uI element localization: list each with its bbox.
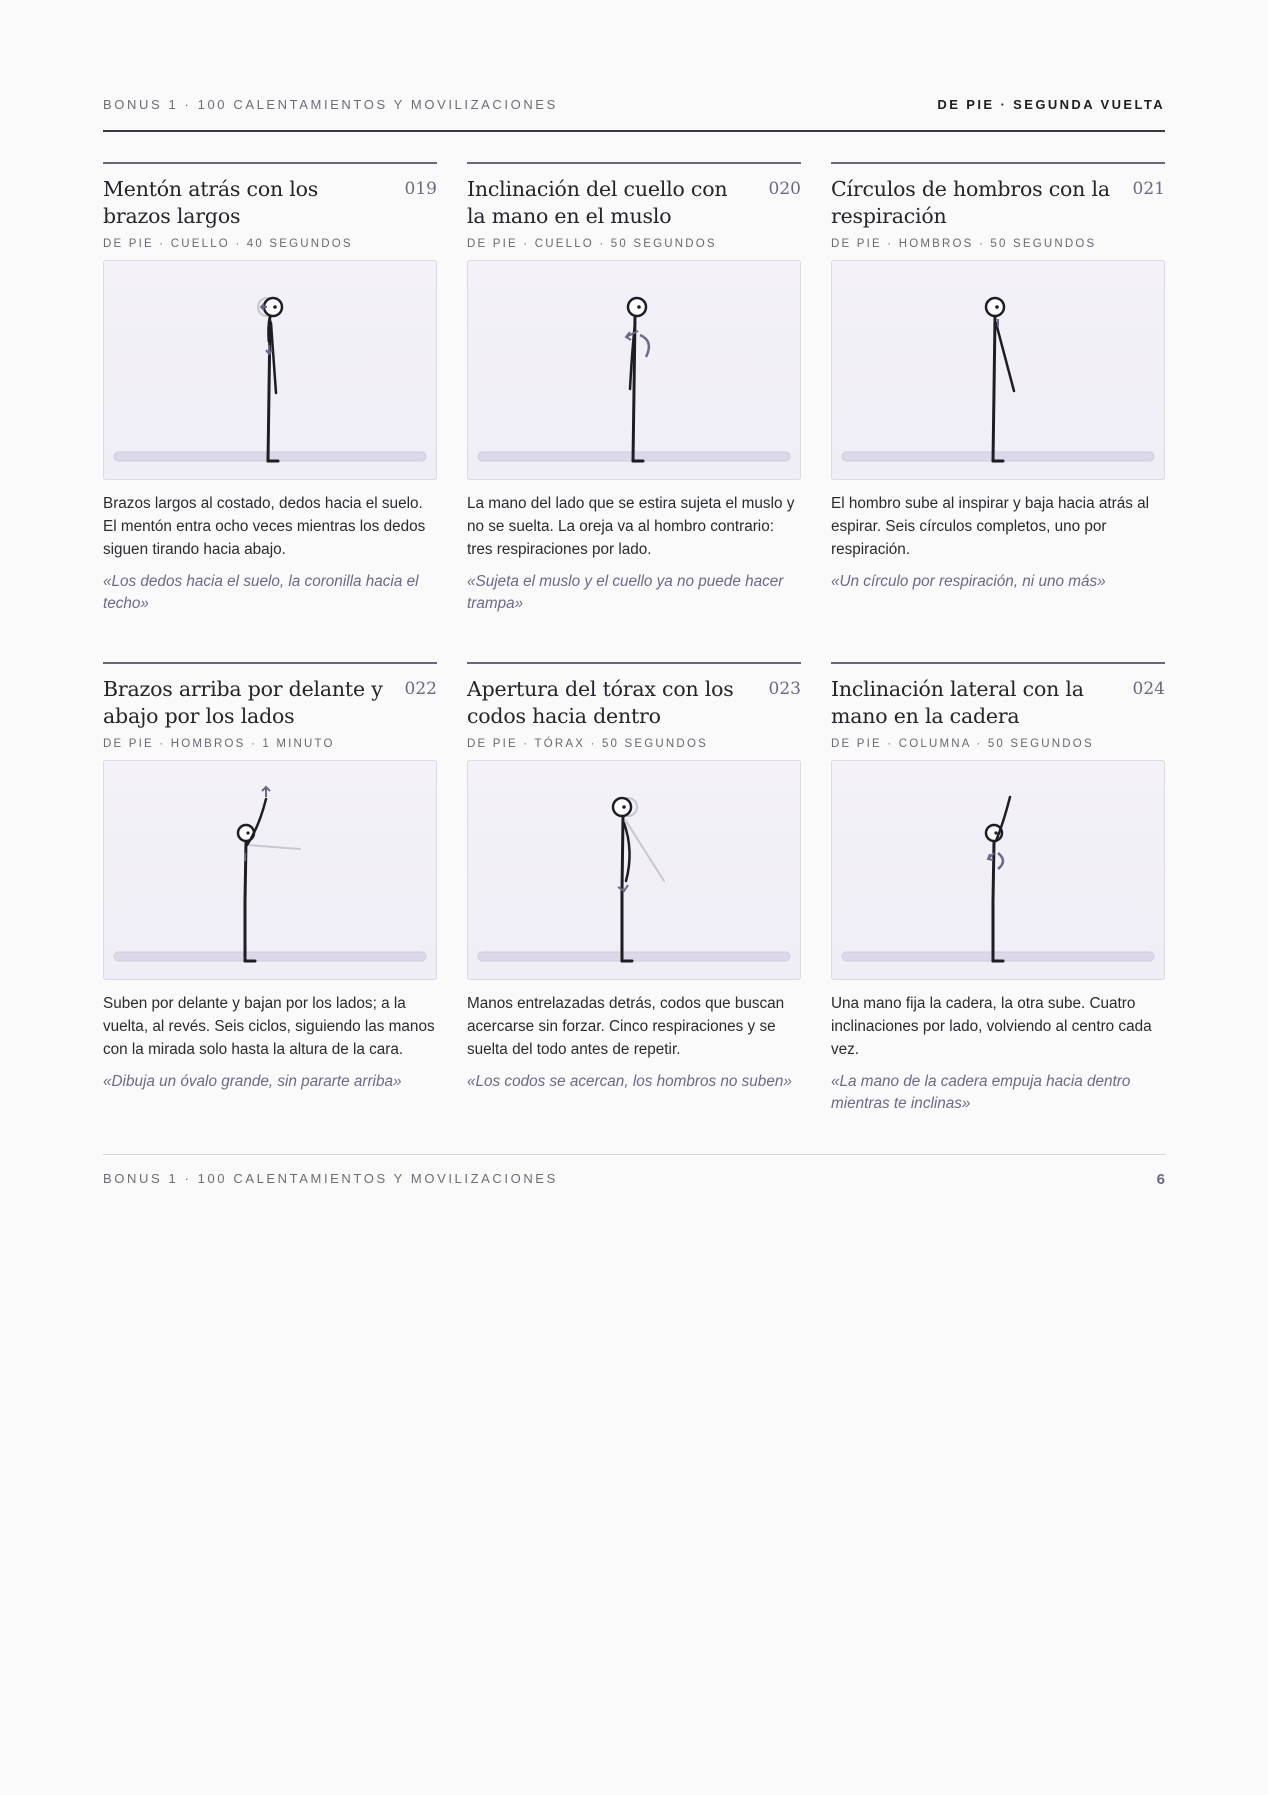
running-header — [103, 97, 1165, 112]
stick-figure-shoulder-circles — [832, 261, 1164, 479]
exercise-cue: «Los codos se acercan, los hombros no suben» — [467, 1073, 792, 1090]
exercise-row-2 — [103, 662, 1165, 1115]
exercise-card-022 — [103, 662, 437, 1115]
exercise-card-024 — [831, 662, 1165, 1115]
stick-figure-neck-tilt — [468, 261, 800, 479]
exercise-illustration — [467, 760, 801, 980]
exercise-description: Manos entrelazadas detrás, codos que buscan acercarse sin forzar. Cinco respiraciones y se suelta del todo antes de repetir. — [467, 995, 785, 1058]
exercise-title: Apertura del tórax con los codos hacia dentro — [467, 677, 734, 728]
exercise-title: Inclinación del cuello con la mano en el muslo — [467, 177, 728, 228]
exercise-meta: DE PIE · HOMBROS · 1 MINUTO — [103, 738, 335, 750]
exercise-cue: «Los dedos hacia el suelo, la coronilla hacia el techo» — [103, 573, 419, 612]
exercise-card-023 — [467, 662, 801, 1115]
exercise-number: 023 — [768, 679, 801, 699]
exercise-meta: DE PIE · CUELLO · 40 SEGUNDOS — [103, 238, 353, 250]
exercise-card-019 — [103, 162, 437, 615]
exercise-row-1 — [103, 162, 1165, 615]
exercise-description: Brazos largos al costado, dedos hacia el suelo. El mentón entra ocho veces mientras los dedos siguen tirando hacia abajo. — [103, 495, 426, 558]
exercise-cue: «Un círculo por respiración, ni uno más» — [831, 573, 1106, 590]
exercise-title: Mentón atrás con los brazos largos — [103, 177, 319, 228]
exercise-cue: «Sujeta el muslo y el cuello ya no puede hacer trampa» — [467, 573, 784, 612]
exercise-meta: DE PIE · TÓRAX · 50 SEGUNDOS — [467, 738, 708, 750]
exercise-number: 022 — [404, 679, 437, 699]
exercise-number: 024 — [1132, 679, 1165, 699]
stick-figure-chin-tuck — [104, 261, 436, 479]
exercise-illustration — [103, 760, 437, 980]
exercise-cue: «Dibuja un óvalo grande, sin pararte arriba» — [103, 1073, 402, 1090]
running-header-section: DE PIE · SEGUNDA VUELTA — [937, 97, 1165, 112]
exercise-number: 021 — [1132, 179, 1165, 199]
running-footer-book-title: BONUS 1 · 100 CALENTAMIENTOS Y MOVILIZACIONES — [103, 1171, 558, 1186]
exercise-cue: «La mano de la cadera empuja hacia dentro mientras te inclinas» — [831, 1073, 1131, 1112]
exercise-number: 019 — [404, 179, 437, 199]
exercise-illustration — [831, 760, 1165, 980]
stick-figure-arm-raise — [104, 761, 436, 979]
exercise-card-021 — [831, 162, 1165, 615]
exercise-meta: DE PIE · COLUMNA · 50 SEGUNDOS — [831, 738, 1094, 750]
running-header-book-title: BONUS 1 · 100 CALENTAMIENTOS Y MOVILIZACIONES — [103, 97, 558, 112]
stick-figure-chest-opener — [468, 761, 800, 979]
exercise-title: Brazos arriba por delante y abajo por los lados — [103, 677, 383, 728]
exercise-meta: DE PIE · HOMBROS · 50 SEGUNDOS — [831, 238, 1097, 250]
header-rule — [103, 130, 1165, 132]
footer-rule — [103, 1154, 1165, 1155]
exercise-meta: DE PIE · CUELLO · 50 SEGUNDOS — [467, 238, 717, 250]
exercise-card-020 — [467, 162, 801, 615]
exercise-title: Inclinación lateral con la mano en la cadera — [831, 677, 1084, 728]
page-number: 6 — [1156, 1171, 1165, 1188]
exercise-title: Círculos de hombros con la respiración — [831, 177, 1110, 228]
exercise-description: La mano del lado que se estira sujeta el muslo y no se suelta. La oreja va al hombro contrario: tres respiraciones por lado. — [467, 495, 795, 558]
exercise-description: Una mano fija la cadera, la otra sube. Cuatro inclinaciones por lado, volviendo al centro cada vez. — [831, 995, 1152, 1058]
stick-figure-side-bend — [832, 761, 1164, 979]
running-footer — [103, 1171, 1165, 1188]
exercise-number: 020 — [768, 179, 801, 199]
exercise-illustration — [467, 260, 801, 480]
exercise-description: El hombro sube al inspirar y baja hacia atrás al espirar. Seis círculos completos, uno por respiración. — [831, 495, 1150, 558]
exercise-description: Suben por delante y bajan por los lados; a la vuelta, al revés. Seis ciclos, siguiendo las manos con la mirada solo hasta la altura de la cara. — [103, 995, 435, 1058]
exercise-illustration — [831, 260, 1165, 480]
exercise-illustration — [103, 260, 437, 480]
